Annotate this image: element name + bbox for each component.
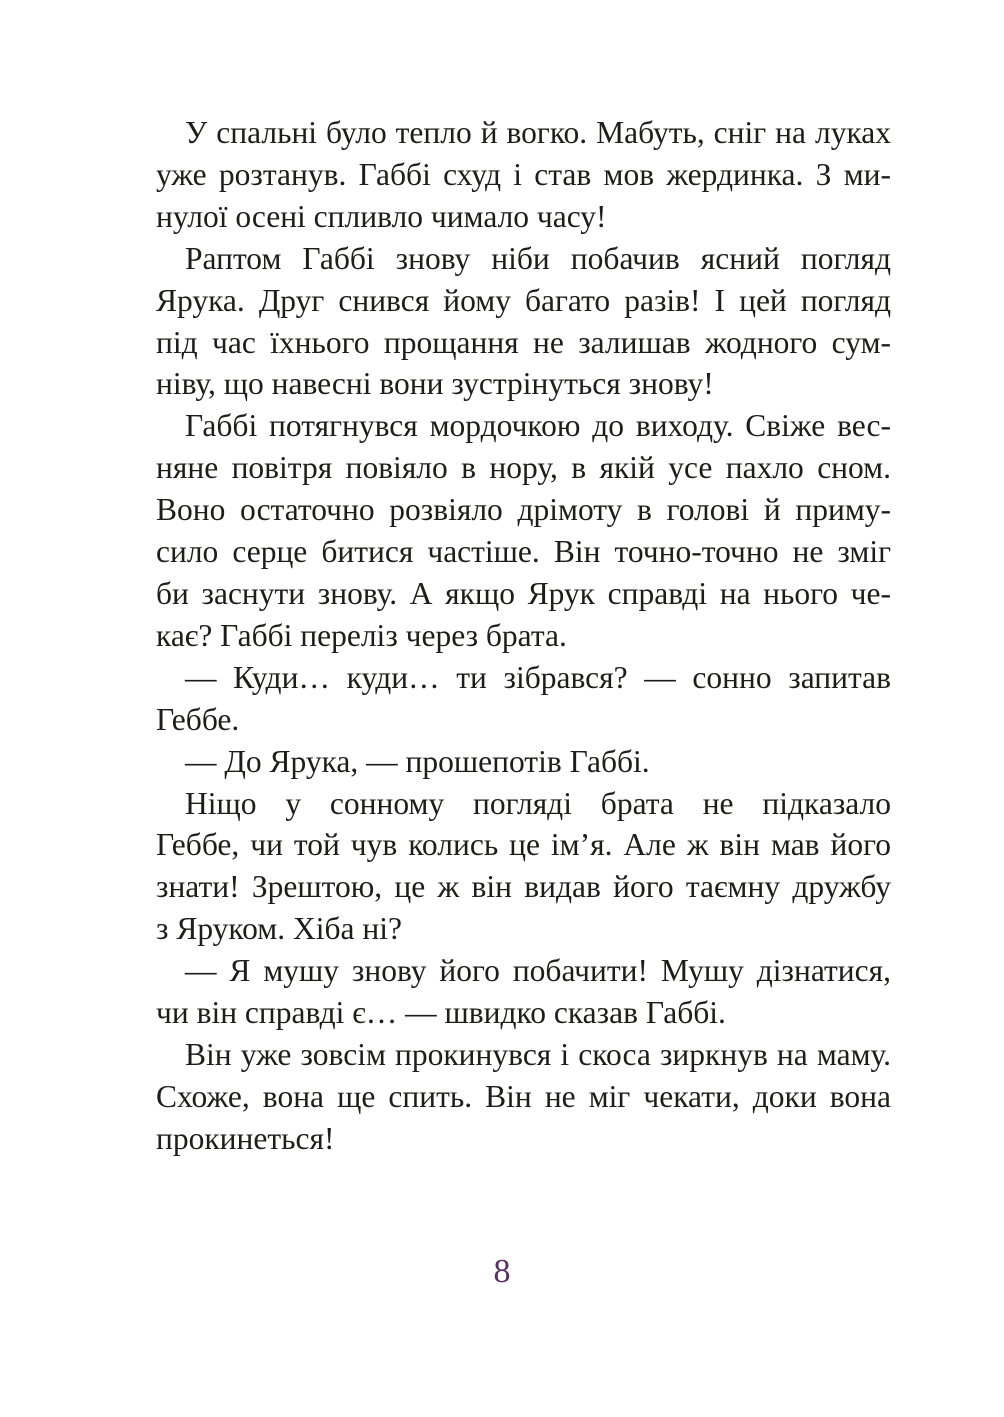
text-line: знати! Зрештою, це ж він видав його таємну дружбу bbox=[156, 869, 891, 905]
text-line: чи він справді є… — швидко сказав Габбі. bbox=[156, 995, 726, 1031]
text-line: Габбі потягнувся мордочкою до виходу. Свіже вес- bbox=[185, 408, 891, 444]
text-line: Схоже, вона ще спить. Він не міг чекати, доки вона bbox=[156, 1078, 891, 1114]
text-line: прокинеться! bbox=[156, 1120, 335, 1156]
page-number: 8 bbox=[493, 1253, 511, 1290]
text-line: — Куди… куди… ти зібрався? — сонно запитав bbox=[185, 659, 891, 695]
text-line: няне повітря повіяло в нору, в якій усе пахло сном. bbox=[156, 450, 891, 486]
text-line: ніву, що навесні вони зустрінуться знову! bbox=[156, 366, 714, 402]
body-text bbox=[156, 112, 891, 1160]
text-line: Він уже зовсім прокинувся і скоса зиркнув на маму. bbox=[185, 1036, 891, 1072]
text-line: сило серце битися частіше. Він точно-точно не зміг bbox=[156, 534, 891, 570]
text-line: Ніщо у сонному погляді брата не підказало bbox=[185, 785, 891, 821]
text-line: Воно остаточно розвіяло дрімоту в голові й приму- bbox=[156, 492, 891, 528]
text-line: Раптом Габбі знову ніби побачив ясний погляд bbox=[185, 240, 891, 276]
text-line: під час їхнього прощання не залишав жодного сум- bbox=[156, 324, 891, 360]
text-line: — До Ярука, — прошепотів Габбі. bbox=[185, 743, 650, 779]
text-line: Геббе, чи той чув колись це ім’я. Але ж він мав його bbox=[156, 827, 891, 863]
text-line: би заснути знову. А якщо Ярук справді на нього че- bbox=[156, 575, 891, 611]
text-line: Геббе. bbox=[156, 701, 240, 737]
text-line: — Я мушу знову його побачити! Мушу дізнатися, bbox=[185, 953, 891, 989]
text-line: Ярука. Друг снився йому багато разів! І цей погляд bbox=[156, 282, 891, 318]
text-line: У спальні було тепло й вогко. Мабуть, сніг на луках bbox=[185, 115, 891, 150]
text-line: кає? Габбі переліз через брата. bbox=[156, 617, 567, 653]
text-line: з Яруком. Хіба ні? bbox=[156, 911, 402, 947]
text-line: уже розтанув. Габбі схуд і став мов жердинка. З ми- bbox=[156, 156, 891, 192]
text-line: нулої осені спливло чимало часу! bbox=[156, 198, 607, 234]
